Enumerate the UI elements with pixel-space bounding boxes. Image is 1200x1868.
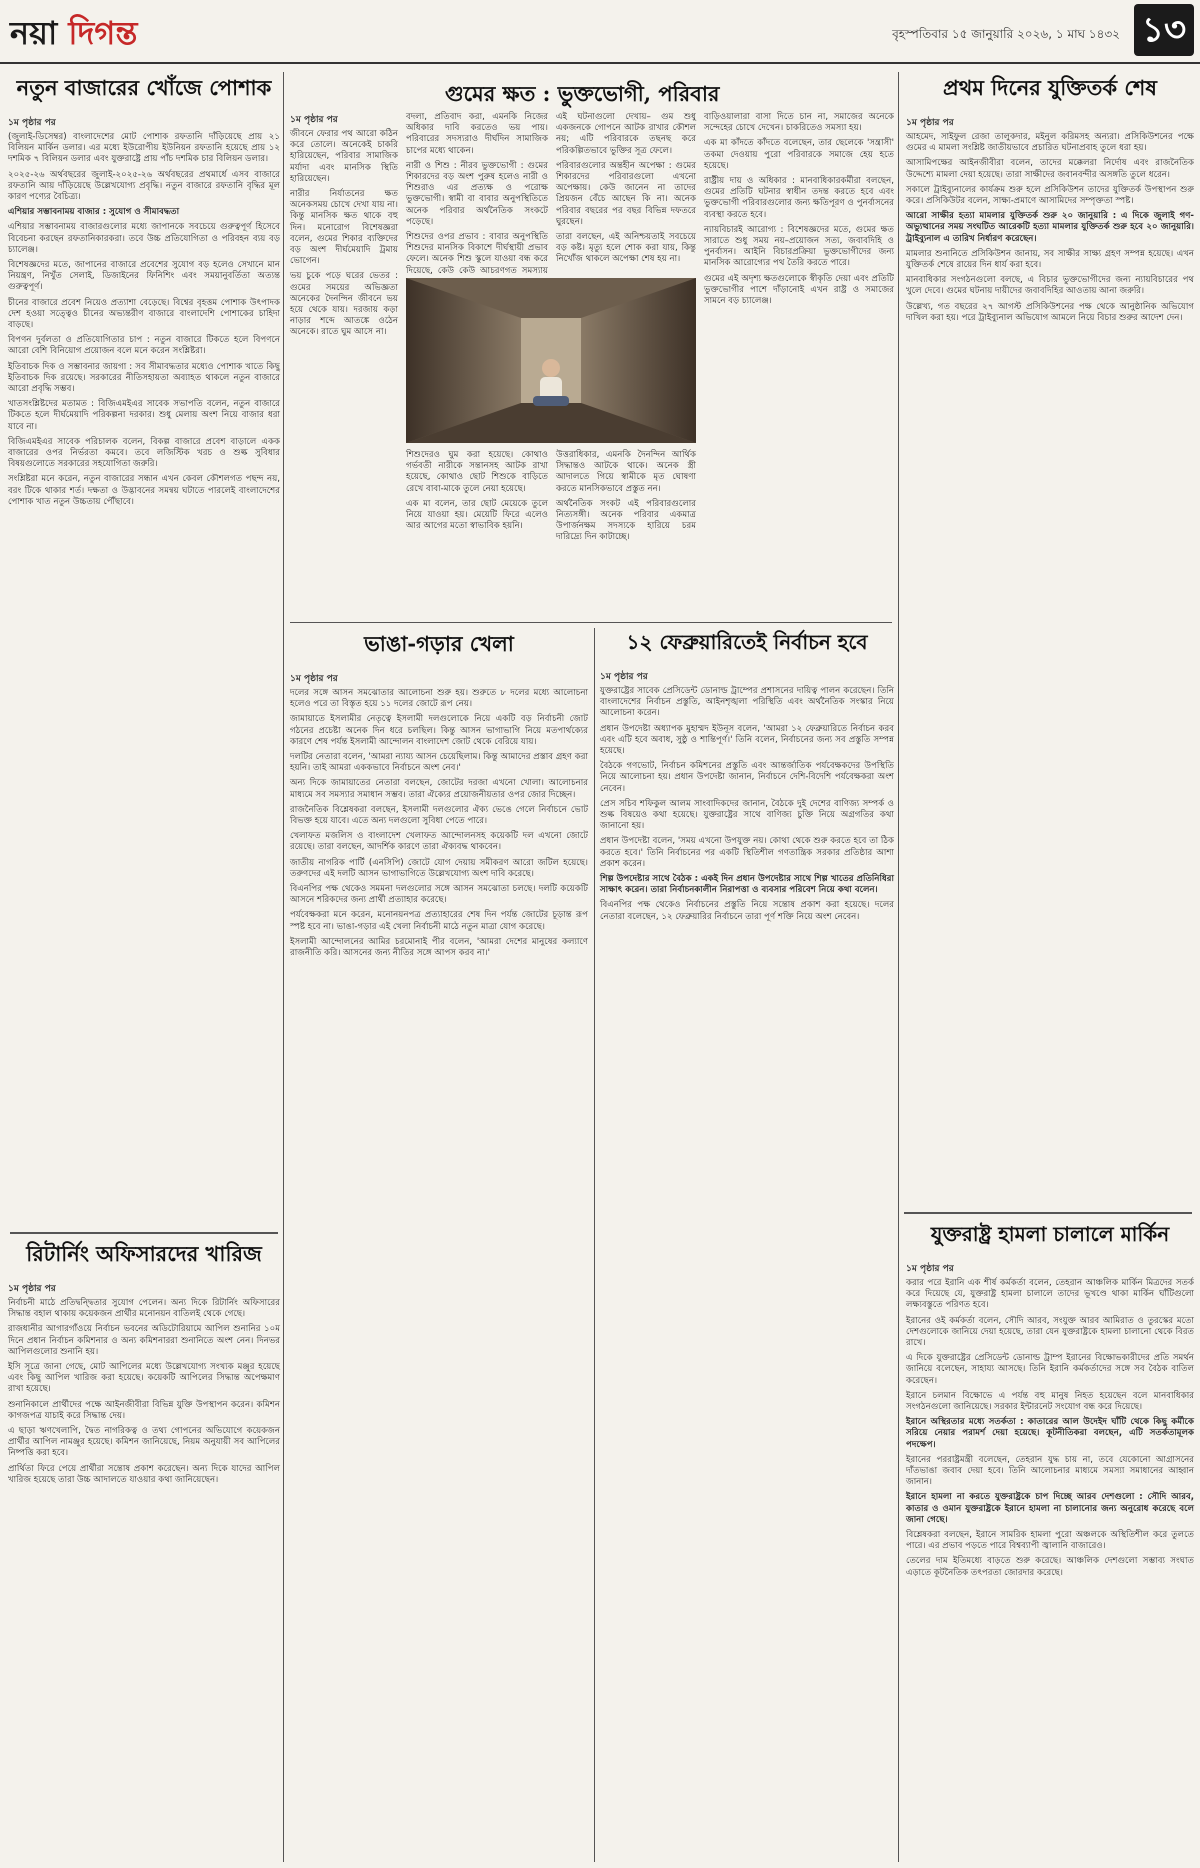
paragraph: ইরানে চলমান বিক্ষোভে এ পর্যন্ত বহু মানুষ নিহত হয়েছেন বলে মানবাধিকার সংগঠনগুলো জানিয়েছে। সরকার ইন্টারনেট সংযোগ বন্ধ করে দিয়েছে।	[906, 1390, 1194, 1413]
article-body	[290, 129, 398, 339]
kicker: ১ম পৃষ্ঠার পর	[906, 1264, 954, 1274]
paragraph: বিএনপির পক্ষ থেকেও নির্বাচনের প্রস্তুতি নিয়ে সন্তোষ প্রকাশ করা হয়েছে। দলের নেতারা বলেছেন, ১২ ফেব্রুয়ারির নির্বাচনে তারা পূর্ণ শক্তি নিয়ে অংশ নেবেন।	[600, 900, 894, 922]
paragraph: মামলার শুনানিতে প্রসিকিউশন জানায়, সব সাক্ষীর সাক্ষ্য গ্রহণ সম্পন্ন হয়েছে। এখন যুক্তিতর্ক শেষে রায়ের দিন ধার্য করা হবে।	[906, 248, 1194, 271]
paragraph: জাতীয় নাগরিক পার্টি (এনসিপি) জোটে যোগ দেয়ায় সমীকরণ আরো জটিল হয়েছে। তরুণদের এই দলটি আসন ভাগাভাগিতে উল্লেখযোগ্য অংশ দাবি করেছে।	[290, 857, 588, 879]
paragraph: অর্থনৈতিক সংকট এই পরিবারগুলোর নিত্যসঙ্গী। অনেক পরিবার একমাত্র উপার্জনক্ষম সদস্যকে হারিয়ে চরম দারিদ্র্যে দিন কাটাচ্ছে।	[556, 498, 696, 543]
paragraph: শিশুদের ওপর প্রভাব : বাবার অনুপস্থিতি শিশুদের মানসিক বিকাশে দীর্ঘস্থায়ী প্রভাব ফেলে। অনেক শিশু স্কুলে যাওয়া বন্ধ করে দিয়েছে, কেউ কেউ আচরণগত সমস্যায়	[406, 232, 548, 276]
article-gum-col2	[406, 112, 548, 276]
article-body	[600, 686, 894, 923]
paragraph: মানবাধিকার সংগঠনগুলো বলছে, এ বিচার ভুক্তভোগীদের জন্য ন্যায়বিচারের পথ খুলে দেবে। গুমের ঘটনায় দায়ীদের জবাবদিহির আওতায় আনা জরুরি।	[906, 275, 1194, 297]
paragraph: চীনের বাজারে প্রবেশ নিয়েও প্রত্যাশা বেড়েছে। বিশ্বের বৃহত্তম পোশাক উৎপাদক দেশ হওয়া সত্ত্বেও চীনের অভ্যন্তরীণ বাজারে বাংলাদেশি পোশাকের চাহিদা বাড়ছে।	[8, 297, 280, 331]
column-rule	[283, 72, 284, 1862]
headline[interactable]: যুক্তরাষ্ট্র হামলা চালালে মার্কিন	[930, 1222, 1170, 1246]
kicker: ১ম পৃষ্ঠার পর	[290, 115, 338, 125]
paragraph: পরিবারগুলোর অন্তহীন অপেক্ষা : গুমের শিকারদের পরিবারগুলো এখনো অপেক্ষায়। কেউ জানেন না তাদের প্রিয়জন বেঁচে আছেন কি না। অনেক পরিবার বছরের পর বছর বিভিন্ন দফতরে ঘুরছেন।	[556, 160, 696, 227]
photo-illustration	[406, 278, 696, 443]
article-body	[906, 1278, 1194, 1579]
kicker: ১ম পৃষ্ঠার পর	[290, 674, 338, 684]
masthead	[0, 0, 1200, 64]
headline[interactable]: নতুন বাজারের খোঁজে পোশাক	[16, 75, 272, 100]
section-rule	[904, 1212, 1192, 1214]
headline[interactable]: রিটার্নিং অফিসারদের খারিজ	[26, 1241, 262, 1266]
article-photo-man-in-cell[interactable]	[406, 278, 696, 443]
paragraph: ইতিবাচক দিক ও সম্ভাবনার জায়গা : সব সীমাবদ্ধতার মধ্যেও পোশাক খাতে কিছু ইতিবাচক দিক রয়েছে। সরকারের নীতিসহায়তা অব্যাহত থাকলে নতুন বাজারে আরো প্রবৃদ্ধি সম্ভব।	[8, 361, 280, 395]
section-rule	[290, 622, 892, 623]
headline[interactable]: ১২ ফেব্রুয়ারিতেই নির্বাচন হবে	[626, 630, 868, 654]
paragraph: নির্বাচনী মাঠে প্রতিদ্বন্দ্বিতার সুযোগ পেলেন। অন্য দিকে রিটার্নিং অফিসারের সিদ্ধান্ত বহাল থাকায় কয়েকজন প্রার্থীর মনোনয়ন বাতিলই থেকে গেছে।	[8, 1298, 280, 1320]
paragraph: আহমেদ, সাইফুল রেজা তালুকদার, মইনুল করিমসহ অন্যরা। প্রসিকিউশনের পক্ষে গুমের এ মামলা সংশ্লিষ্ট জাতীয়ভাবে প্রচারিত ঘটনাপ্রবাহ তুলে ধরা হয়।	[906, 132, 1194, 154]
paragraph: গুমের এই অদৃশ্য ক্ষতগুলোকে স্বীকৃতি দেয়া এবং প্রতিটি ভুক্তভোগীর পাশে দাঁড়ানোই এখন রাষ্ট্র ও সমাজের সামনে বড় চ্যালেঞ্জ।	[704, 273, 894, 307]
paragraph: এ দিকে যুক্তরাষ্ট্রের প্রেসিডেন্ট ডোনাল্ড ট্রাম্প ইরানের বিক্ষোভকারীদের প্রতি সমর্থন জানিয়ে বলেছেন, সাহায্য আসছে। তিনি ইরানি কর্মকর্তাদের সঙ্গে সব বৈঠক বাতিল করেছেন।	[906, 1353, 1194, 1386]
paragraph: বাড়িওয়ালারা বাসা দিতে চান না, সমাজের অনেকে সন্দেহের চোখে দেখেন। চাকরিতেও সমস্যা হয়।	[704, 112, 894, 134]
paragraph: জামায়াতে ইসলামীর নেতৃত্বে ইসলামী দলগুলোকে নিয়ে একটি বড় নির্বাচনী জোট গঠনের প্রচেষ্টা অনেক দিন ধরে চলছিল। কিন্তু আসন ভাগাভাগি নিয়ে মতপার্থক্যের কারণে শেষ পর্যন্ত ইসলামী আন্দোলন বাংলাদেশ জোট থেকে বেরিয়ে যায়।	[290, 714, 588, 747]
paragraph: নারী ও শিশু : নীরব ভুক্তভোগী : গুমের শিকারদের বড় অংশ পুরুষ হলেও নারী ও শিশুরাও এর প্রত্যক্ষ ও পরোক্ষ ভুক্তভোগী। স্বামী বা বাবার অনুপস্থিতিতে অনেক পরিবার অর্থনৈতিক সংকটে পড়েছে।	[406, 160, 548, 227]
paragraph: তারা বলছেন, এই অনিশ্চয়তাই সবচেয়ে বড় কষ্ট। মৃত্যু হলে শোক করা যায়, কিন্তু নিখোঁজ থাকলে অপেক্ষা শেষ হয় না।	[556, 232, 696, 265]
article-gum-lower-col2	[556, 450, 696, 615]
paragraph: বিপণন দুর্বলতা ও প্রতিযোগিতার চাপ : নতুন বাজারে টিকতে হলে বিপণনে আরো বেশি বিনিয়োগ প্রয়োজন বলে মনে করেন সংশ্লিষ্টরা।	[8, 335, 280, 357]
paragraph: করার পরে ইরানি এক শীর্ষ কর্মকর্তা বলেন, তেহরান আঞ্চলিক মার্কিন মিত্রদের সতর্ক করে দিয়েছে যে, যুক্তরাষ্ট্র হামলা চালালে তাদের ভূখণ্ডে থাকা মার্কিন ঘাঁটিগুলো লক্ষ্যবস্তুতে পরিণত হবে।	[906, 1278, 1194, 1311]
paragraph: নারীর নির্যাতনের ক্ষত অনেকসময় চোখে দেখা যায় না। কিন্তু মানসিক ক্ষত থাকে বহু দিন। মনোরোগ বিশেষজ্ঞরা বলেন, গুমের শিকার ব্যক্তিদের বড় অংশ দীর্ঘমেয়াদি ট্রমায় ভোগেন।	[290, 189, 398, 267]
paragraph: এ ছাড়া ঋণখেলাপি, দ্বৈত নাগরিকত্ব ও তথ্য গোপনের অভিযোগে কয়েকজন প্রার্থীর আপিল নামঞ্জুর হয়েছে। কমিশন জানিয়েছে, নিয়ম অনুযায়ী সব আপিলের নিষ্পত্তি করা হবে।	[8, 1426, 280, 1459]
article-gum-col4	[704, 112, 894, 617]
paragraph: এক মা কাঁদতে কাঁদতে বলেছেন, তার ছেলেকে 'সন্ত্রাসী' তকমা দেওয়ায় পুরো পরিবারকে সমাজে হেয় হতে হয়েছে।	[704, 138, 894, 171]
paragraph: বদলা, প্রতিবাদ করা, এমনকি নিজের অধিকার দাবি করতেও ভয় পায়। পরিবারের সদস্যরাও দীর্ঘদিন সামাজিক চাপের মধ্যে থাকেন।	[406, 112, 548, 156]
kicker: ১ম পৃষ্ঠার পর	[8, 118, 56, 128]
paragraph: যুক্তরাষ্ট্রের সাবেক প্রেসিডেন্ট ডোনাল্ড ট্রাম্পের প্রশাসনের দায়িত্ব পালন করেছেন। তিনি বাংলাদেশের নির্বাচন প্রস্তুতি, আইনশৃঙ্খলা পরিস্থিতি এবং অর্থনৈতিক সংস্কার নিয়ে আলোচনা করেন।	[600, 686, 894, 719]
paragraph: পর্যবেক্ষকরা মনে করেন, মনোনয়নপত্র প্রত্যাহারের শেষ দিন পর্যন্ত জোটের চূড়ান্ত রূপ স্পষ্ট হবে না। ভাঙা-গড়ার এই খেলা নির্বাচনী মাঠে নতুন মাত্রা যোগ করেছে।	[290, 910, 588, 932]
paragraph: এই ঘটনাগুলো দেখায়– গুম শুধু একজনকে গোপনে আটক রাখার কৌশল নয়; এটি পরিবারকে তছনছ করে পরিকল্পিতভাবে ভুক্তির সূত্র ফেলে।	[556, 112, 696, 156]
article-body	[290, 688, 588, 959]
article-gum-lower-col1	[406, 450, 548, 615]
headline[interactable]: গুমের ক্ষত : ভুক্তভোগী, পরিবার	[445, 81, 720, 106]
paragraph: রাষ্ট্রীয় দায় ও অধিকার : মানবাধিকারকর্মীরা বলছেন, গুমের প্রতিটি ঘটনার স্বাধীন তদন্ত করতে হবে এবং ভুক্তভোগী পরিবারগুলোর জন্য ক্ষতিপূরণ ও পুনর্বাসনের ব্যবস্থা করতে হবে।	[704, 176, 894, 220]
paragraph: ন্যায়বিচারই আরোগ্য : বিশেষজ্ঞদের মতে, গুমের ক্ষত সারাতে শুধু সময় নয়–প্রয়োজন সত্য, জবাবদিহি ও পুনর্বাসন। আইনি বিচারপ্রক্রিয়া ভুক্তভোগীদের জন্য মানসিক আরোগ্যের পথ তৈরি করতে পারে।	[704, 224, 894, 269]
paragraph: আসামিপক্ষের আইনজীবীরা বলেন, তাদের মক্কেলরা নির্দোষ এবং রাজনৈতিক উদ্দেশ্যে মামলা দেয়া হয়েছে। তারা সাক্ষীদের জবানবন্দীর অসঙ্গতি তুলে ধরেন।	[906, 158, 1194, 180]
paragraph: প্রেস সচিব শফিকুল আলম সাংবাদিকদের জানান, বৈঠকে দুই দেশের বাণিজ্য সম্পর্ক ও শুল্ক বিষয়েও কথা হয়েছে। যুক্তরাষ্ট্রের সাথে বাণিজ্য চুক্তি নিয়ে অগ্রগতির কথা জানানো হয়।	[600, 798, 894, 832]
paragraph: অন্য দিকে জামায়াতের নেতারা বলছেন, জোটের দরজা এখনো খোলা। আলোচনার মাধ্যমে সব সমস্যার সমাধান সম্ভব। তারা ঐক্যের প্রয়োজনীয়তার ওপর জোর দিচ্ছেন।	[290, 778, 588, 800]
paragraph: দলের সঙ্গে আসন সমঝোতার আলোচনা শুরু হয়। শুরুতে ৮ দলের মধ্যে আলোচনা হলেও পরে তা বিস্তৃত হয়ে ১১ দলের জোটে রূপ নেয়।	[290, 688, 588, 710]
paragraph: ইসলামী আন্দোলনের আমির চরমোনাই পীর বলেন, 'আমরা দেশের মানুষের কল্যাণে রাজনীতি করি। আসনের জন্য নীতির সঙ্গে আপস করব না।'	[290, 936, 588, 959]
article-election	[600, 628, 894, 1863]
article-bhanga	[290, 628, 588, 1863]
paragraph: শুনানিকালে প্রার্থীদের পক্ষে আইনজীবীরা বিভিন্ন যুক্তি উপস্থাপন করেন। কমিশন কাগজপত্র যাচাই করে সিদ্ধান্ত দেয়।	[8, 1399, 280, 1421]
paragraph: রাজনৈতিক বিশ্লেষকরা বলছেন, ইসলামী দলগুলোর ঐক্য ভেঙে গেলে নির্বাচনে ভোট বিভক্ত হয়ে যাবে। এতে অন্য দলগুলো সুবিধা পেতে পারে।	[290, 804, 588, 827]
kicker: ১ম পৃষ্ঠার পর	[600, 672, 648, 682]
article-body	[906, 132, 1194, 324]
article-bazar	[8, 72, 280, 1227]
article-body	[406, 112, 548, 288]
section-rule	[10, 1232, 278, 1234]
paragraph: ইরানের ওই কর্মকর্তা বলেন, সৌদি আরব, সংযুক্ত আরব আমিরাত ও তুরস্কের মতো দেশগুলোকে জানিয়ে দেয়া হয়েছে, তারা যেন যুক্তরাষ্ট্রকে হামলা চালানো থেকে বিরত রাখে।	[906, 1315, 1194, 1349]
article-body	[556, 112, 696, 266]
paragraph: এশিয়ার সম্ভাবনাময় বাজারগুলোর মধ্যে জাপানকে সবচেয়ে গুরুত্বপূর্ণ হিসেবে বিবেচনা করছেন রফতানিকারকরা। তবে উচ্চ প্রতিযোগিতা ও পরিবহন ব্যয় বড় চ্যালেঞ্জ।	[8, 222, 280, 255]
article-gum-col3	[556, 112, 696, 272]
article-returning-officers	[8, 1238, 280, 1863]
kicker: ১ম পৃষ্ঠার পর	[8, 1284, 56, 1294]
paragraph: ইরানের পররাষ্ট্রমন্ত্রী বলেছেন, তেহরান যুদ্ধ চায় না, তবে যেকোনো আগ্রাসনের দাঁতভাঙা জবাব দেয়া হবে। তিনি আলোচনার মাধ্যমে সমস্যা সমাধানের আহ্বান জানান।	[906, 1454, 1194, 1488]
headline[interactable]: প্রথম দিনের যুক্তিতর্ক শেষ	[943, 75, 1157, 100]
paragraph: বিএনপির পক্ষ থেকেও সমমনা দলগুলোর সঙ্গে আসন সমঝোতা চলছে। দলটি কয়েকটি আসনে শরিকদের জন্য প্রার্থী প্রত্যাহার করেছে।	[290, 884, 588, 906]
paragraph: উল্লেখ্য, গত বছরের ২৭ আগস্ট প্রসিকিউশনের পক্ষ থেকে আনুষ্ঠানিক অভিযোগ দাখিল করা হয়। পরে ট্রাইব্যুনাল অভিযোগ আমলে নিয়ে বিচার শুরুর আদেশ দেন।	[906, 301, 1194, 323]
paragraph: (জুলাই-ডিসেম্বর) বাংলাদেশের মোট পোশাক রফতানি দাঁড়িয়েছে প্রায় ২১ বিলিয়ন মার্কিন ডলার। এর মধ্যে ইউরোপীয় ইউনিয়ন রফতানি হয়েছে প্রায় ১২ দশমিক ৭ বিলিয়ন ডলার এবং যুক্তরাষ্ট্রে প্রায় পাঁচ দশমিক চার বিলিয়ন ডলার।	[8, 132, 280, 165]
column-rule	[898, 72, 899, 1862]
article-body	[704, 112, 894, 307]
paragraph: বিজিএমইএর সাবেক পরিচালক বলেন, বিকল্প বাজারে প্রবেশ বাড়ালে একক বাজারের ওপর নির্ভরতা কমবে। তবে লজিস্টিক খরচ ও শুল্ক সুবিধার বিষয়গুলোতে সরকারের সহযোগিতা জরুরি।	[8, 436, 280, 470]
paragraph: সংশ্লিষ্টরা মনে করেন, নতুন বাজারের সন্ধান এখন কেবল কৌশলগত পছন্দ নয়, বরং টিকে থাকার শর্ত। দক্ষতা ও উদ্ভাবনের সমন্বয় ঘটাতে পারলেই বাংলাদেশের পোশাক খাত নতুন উচ্চতায় পৌঁছাবে।	[8, 474, 280, 507]
newspaper-logo[interactable]: নয়া দিগন্ত	[10, 14, 138, 52]
article-body	[8, 1298, 280, 1486]
kicker: ১ম পৃষ্ঠার পর	[906, 118, 954, 128]
article-gum-header	[290, 78, 894, 108]
page-number: ১৩	[1134, 4, 1194, 56]
paragraph: এক মা বলেন, তার ছোট মেয়েকে তুলে নিয়ে যাওয়া হয়। মেয়েটি ফিরে এলেও আর আগের মতো স্বাভাবিক হয়নি।	[406, 498, 548, 532]
paragraph: উত্তরাধিকার, এমনকি দৈনন্দিন আর্থিক সিদ্ধান্তও আটকে থাকে। অনেক স্ত্রী আদালতে গিয়ে স্বামীকে মৃত ঘোষণা করতে মানসিকভাবে প্রস্তুত নন।	[556, 450, 696, 494]
paragraph: শিশুদেরও ঘুম করা হয়েছে। কোথাও গর্ভবতী নারীকে সন্তানসহ আটক রাখা হয়েছে, কোথাও ছোট শিশুকে বাড়িতে রেখে বাবা-মাকে তুলে নেয়া হয়েছে।	[406, 450, 548, 494]
paragraph: প্রার্থিতা ফিরে পেয়ে প্রার্থীরা সন্তোষ প্রকাশ করেছেন। অন্য দিকে যাদের আপিল খারিজ হয়েছে তারা উচ্চ আদালতে যাওয়ার কথা জানিয়েছেন।	[8, 1463, 280, 1485]
paragraph: খাতসংশ্লিষ্টদের মতামত : বিজিএমইএর সাবেক সভাপতি বলেন, নতুন বাজারে টিকতে হলে দীর্ঘমেয়াদি পরিকল্পনা দরকার। শুধু মেলায় অংশ নিয়ে বাজার ধরা যাবে না।	[8, 399, 280, 432]
paragraph: ইসি সূত্রে জানা গেছে, মোট আপিলের মধ্যে উল্লেখযোগ্য সংখ্যক মঞ্জুর হয়েছে এবং কিছু আপিল খারিজ করা হয়েছে। কয়েকটি আপিলের সিদ্ধান্ত অপেক্ষমাণ রাখা হয়েছে।	[8, 1362, 280, 1395]
paragraph: সকালে ট্রাইব্যুনালের কার্যক্রম শুরু হলে প্রসিকিউশন তাদের যুক্তিতর্ক উপস্থাপন শুরু করে। প্রসিকিউটর বলেন, সাক্ষ্য-প্রমাণে আসামিদের সম্পৃক্ততা স্পষ্ট।	[906, 184, 1194, 207]
paragraph: বৈঠকে গণভোট, নির্বাচন কমিশনের প্রস্তুতি এবং আন্তর্জাতিক পর্যবেক্ষকদের উপস্থিতি নিয়ে আলোচনা হয়। প্রধান উপদেষ্টা জানান, নির্বাচনে দেশি-বিদেশি পর্যবেক্ষকরা অংশ নেবেন।	[600, 761, 894, 794]
paragraph: জীবনে ফেরার পথ আরো কঠিন করে তোলে। অনেকেই চাকরি হারিয়েছেন, পরিবার সামাজিক মর্যাদা এবং মানসিক স্থিতি হারিয়েছেন।	[290, 129, 398, 184]
subhead: আরো সাক্ষীর হত্যা মামলার যুক্তিতর্ক শুরু ২০ জানুয়ারি : এ দিকে জুলাই গণ-অভ্যুত্থানের সময় সংঘটিত আরেকটি হত্যা মামলার যুক্তিতর্ক শুরু হবে ২০ জানুয়ারি। ট্রাইব্যুনাল এ তারিখ নির্ধারণ করেছেন।	[906, 211, 1194, 244]
paragraph: রাজধানীর আগারগাঁওয়ে নির্বাচন ভবনের অডিটোরিয়ামে আপিল শুনানির ১০ম দিনে প্রধান নির্বাচন কমিশনার ও অন্য কমিশনাররা শুনানিতে অংশ নেন। দিনভর আপিলগুলোর শুনানি হয়।	[8, 1324, 280, 1357]
paragraph: প্রধান উপদেষ্টা অধ্যাপক মুহাম্মদ ইউনূস বলেন, 'আমরা ১২ ফেব্রুয়ারিতে নির্বাচন করব এবং এটি হবে অবাধ, সুষ্ঠু ও শান্তিপূর্ণ।' তিনি বলেন, নির্বাচনের জন্য সব প্রস্তুতি সম্পন্ন হয়েছে।	[600, 723, 894, 757]
article-body	[406, 450, 548, 532]
article-gum-col1	[290, 112, 398, 617]
paragraph: বিশেষজ্ঞদের মতে, জাপানের বাজারে প্রবেশের সুযোগ বড় হলেও সেখানে মান নিয়ন্ত্রণ, নিখুঁত সেলাই, ডিজাইনের ফিনিশিং এবং সময়ানুবর্তিতা অত্যন্ত গুরুত্বপূর্ণ।	[8, 260, 280, 293]
article-body	[8, 132, 280, 508]
subhead: ইরানে অস্থিরতার মধ্যে সতর্কতা : কাতারের আল উদেইদ ঘাঁটি থেকে কিছু কর্মীকে সরিয়ে নেয়ার পরামর্শ দেয়া হয়েছে। কূটনীতিকরা বলছেন, এটি সতর্কতামূলক পদক্ষেপ।	[906, 1417, 1194, 1450]
column-rule	[594, 628, 595, 1862]
paragraph: তেলের দাম ইতিমধ্যে বাড়তে শুরু করেছে। আঞ্চলিক দেশগুলো সম্ভাব্য সংঘাত এড়াতে কূটনৈতিক তৎপরতা জোরদার করেছে।	[906, 1556, 1194, 1578]
headline[interactable]: ভাঙা-গড়ার খেলা	[364, 631, 514, 656]
dateline: বৃহস্পতিবার ১৫ জানুয়ারি ২০২৬, ১ মাঘ ১৪৩২	[892, 27, 1120, 41]
subhead: ইরানে হামলা না করতে যুক্তরাষ্ট্রকে চাপ দিচ্ছে আরব দেশগুলো : সৌদি আরব, কাতার ও ওমান যুক্তরাষ্ট্রকে ইরানে হামলা না চালানোর জন্য অনুরোধ করেছে বলে জানা গেছে।	[906, 1492, 1194, 1525]
paragraph: বিশ্লেষকরা বলছেন, ইরানে সামরিক হামলা পুরো অঞ্চলকে অস্থিতিশীল করে তুলতে পারে। এর প্রভাব পড়তে পারে বিশ্বব্যাপী জ্বালানি বাজারেও।	[906, 1530, 1194, 1552]
paragraph: ২০২৫-২৬ অর্থবছরের জুলাই-২০২৫-২৬ অর্থবছরের প্রথমার্ধে এসব বাজারে রফতানি আয় দাঁড়িয়েছে উল্লেখযোগ্য প্রবৃদ্ধি। নতুন বাজারে রফতানি বৃদ্ধির মূল কারণ পণ্যের বৈচিত্র্য।	[8, 169, 280, 203]
article-tribunal	[906, 72, 1194, 1207]
article-usa-attack	[906, 1220, 1194, 1863]
paragraph: খেলাফত মজলিস ও বাংলাদেশ খেলাফত আন্দোলনসহ কয়েকটি দল এখনো জোটে রয়েছে। তারা বলছেন, আদর্শিক কারণে তারা ঐক্যবদ্ধ থাকবেন।	[290, 831, 588, 853]
paragraph: দলটির নেতারা বলেন, 'আমরা ন্যায্য আসন চেয়েছিলাম। কিন্তু আমাদের প্রস্তাব গ্রহণ করা হয়নি। তাই আমরা এককভাবে নির্বাচনে অংশ নেব।'	[290, 752, 588, 774]
paragraph: ভয় চুকে পড়ে ঘরের ভেতর : গুমের সময়ের অভিজ্ঞতা অনেকের দৈনন্দিন জীবনে ভয় হয়ে থেকে যায়। দরজায় কড়া নাড়ার শব্দে আতঙ্কে ওঠেন অনেকে। রাতে ঘুম আসে না।	[290, 271, 398, 338]
subhead: এশিয়ার সম্ভাবনাময় বাজার : সুযোগ ও সীমাবদ্ধতা	[8, 207, 180, 218]
article-body	[556, 450, 696, 544]
paragraph: প্রধান উপদেষ্টা বলেন, 'সময় এখনো উপযুক্ত নয়। কোথা থেকে শুরু করতে হবে তা ঠিক করতে হবে।' তিনি নির্বাচনের পর একটি স্থিতিশীল গণতান্ত্রিক সরকার প্রতিষ্ঠার আশা প্রকাশ করেন।	[600, 836, 894, 869]
subhead: শিল্প উপদেষ্টার সাথে বৈঠক : একই দিন প্রধান উপদেষ্টার সাথে শিল্প খাতের প্রতিনিধিরা সাক্ষাৎ করেন। তারা নির্বাচনকালীন নিরাপত্তা ও ব্যবসার পরিবেশ নিয়ে কথা বলেন।	[600, 874, 894, 896]
